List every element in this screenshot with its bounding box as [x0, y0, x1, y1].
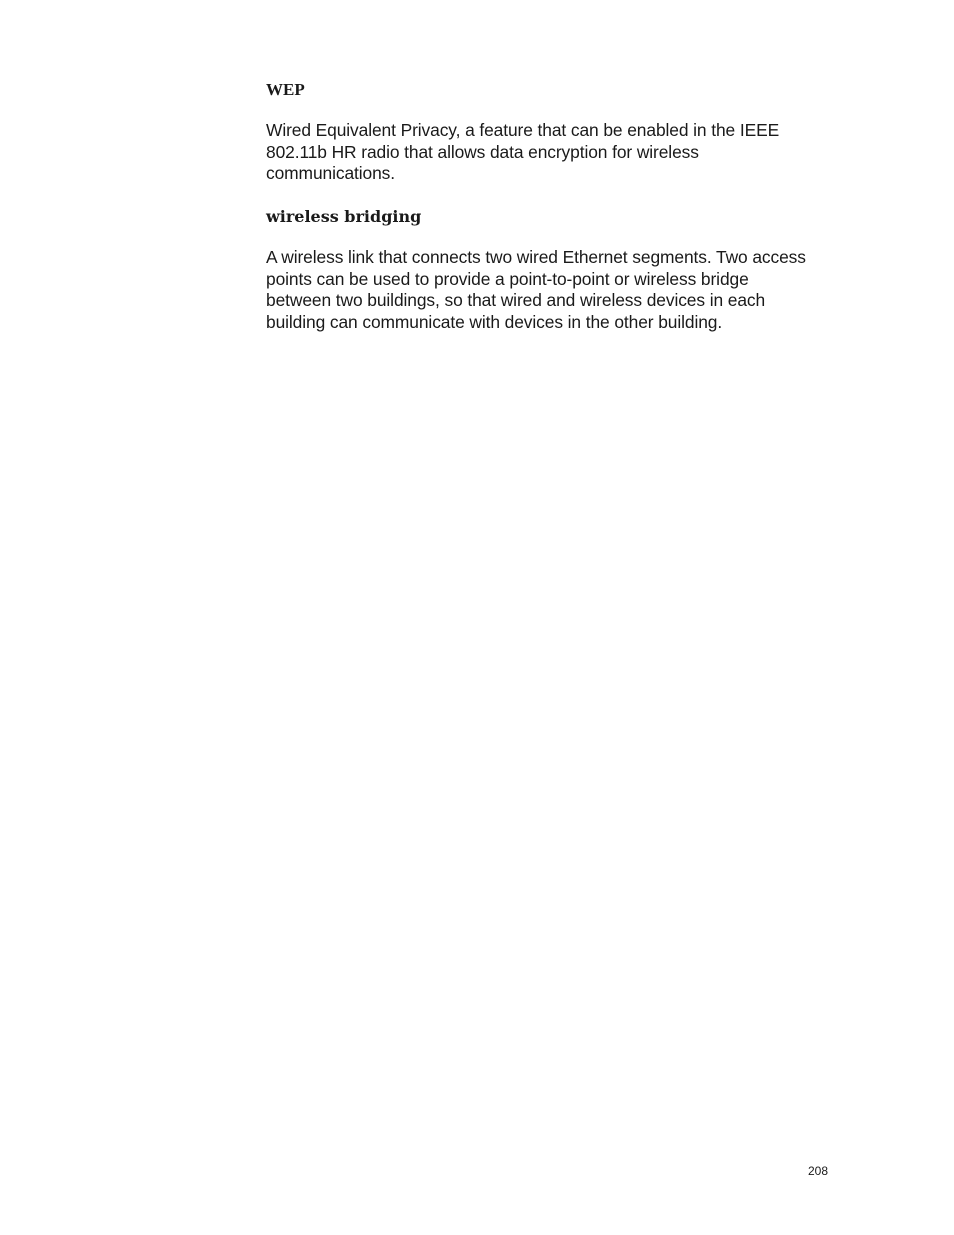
definition-line: Wired Equivalent Privacy, a feature that can be enabled in the IEEE [266, 120, 780, 140]
glossary-entry-wireless-bridging [266, 207, 826, 333]
definition-line: building can communicate with devices in the other building. [266, 311, 723, 332]
definition-line: 802.11b HR radio that allows data encryption for wireless [266, 141, 699, 162]
glossary-definition [266, 247, 826, 333]
definition-line: communications. [266, 163, 395, 184]
definition-line: between two buildings, so that wired and wireless devices in each [266, 290, 766, 311]
glossary-term: WEP [266, 80, 305, 99]
glossary-entry-wep [266, 80, 826, 185]
glossary-term: wireless bridging [266, 207, 422, 226]
page-number: 208 [808, 1164, 829, 1178]
definition-line: points can be used to provide a point-to-point or wireless bridge [266, 268, 749, 289]
definition-line: A wireless link that connects two wired Ethernet segments. Two access [266, 247, 806, 267]
glossary-definition [266, 120, 826, 185]
